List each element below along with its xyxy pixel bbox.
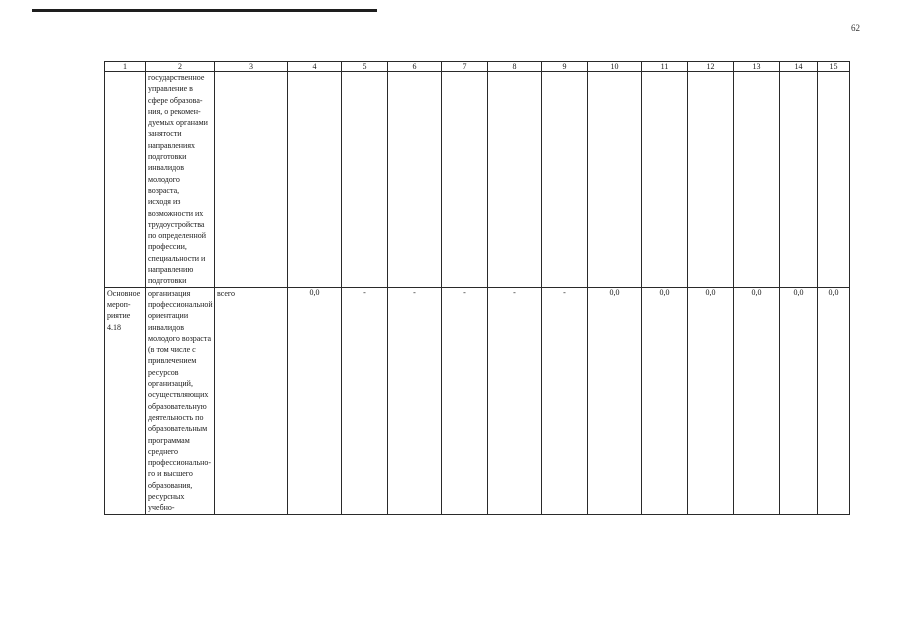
table-cell (288, 72, 342, 288)
column-header: 9 (542, 62, 588, 72)
data-table (104, 61, 850, 515)
table-row (105, 72, 850, 288)
table-cell (542, 72, 588, 288)
table-cell: государственное управление в сфере образова- ния, о рекомен- дуемых органами занятости направлениях подготовки инвалидов молодого возраста, исходя из возможности их трудоустройства по определенной профессии, специальности и направлению подготовки (146, 72, 215, 288)
table-cell (388, 72, 442, 288)
column-header: 5 (342, 62, 388, 72)
table-cell (488, 72, 542, 288)
column-header: 6 (388, 62, 442, 72)
table-cell: 0,0 (688, 287, 734, 514)
table-row (105, 287, 850, 514)
page-number: 62 (851, 23, 860, 33)
column-header: 11 (642, 62, 688, 72)
table-cell: - (488, 287, 542, 514)
table-cell: организация профессиональной ориентации инвалидов молодого возраста (в том числе с привлечением ресурсов организаций, осуществляющих образовательную деятельность по образовательным программам среднего профессионально- го и высшего образования, ресурсных учебно- (146, 287, 215, 514)
column-header: 7 (442, 62, 488, 72)
table-cell: 0,0 (734, 287, 780, 514)
table-cell: 0,0 (642, 287, 688, 514)
column-header: 1 (105, 62, 146, 72)
table-cell: 0,0 (780, 287, 818, 514)
table-cell: 0,0 (588, 287, 642, 514)
table-cell: - (342, 287, 388, 514)
column-header: 12 (688, 62, 734, 72)
column-header: 14 (780, 62, 818, 72)
column-header: 8 (488, 62, 542, 72)
column-header: 15 (818, 62, 850, 72)
column-header: 3 (215, 62, 288, 72)
table-cell: - (442, 287, 488, 514)
table-cell (442, 72, 488, 288)
table-cell: всего (215, 287, 288, 514)
table-cell: 0,0 (288, 287, 342, 514)
table-cell (780, 72, 818, 288)
column-header: 4 (288, 62, 342, 72)
table-cell: 0,0 (818, 287, 850, 514)
table-cell (734, 72, 780, 288)
table-cell (688, 72, 734, 288)
table-cell: Основное мероп- риятие 4.18 (105, 287, 146, 514)
column-header: 2 (146, 62, 215, 72)
column-header: 13 (734, 62, 780, 72)
table-cell (105, 72, 146, 288)
top-rule (32, 9, 377, 12)
table-cell (588, 72, 642, 288)
table-cell: - (388, 287, 442, 514)
table-cell (342, 72, 388, 288)
table-cell (642, 72, 688, 288)
column-header: 10 (588, 62, 642, 72)
table-cell (215, 72, 288, 288)
table-cell: - (542, 287, 588, 514)
header-row (105, 62, 850, 72)
table-cell (818, 72, 850, 288)
